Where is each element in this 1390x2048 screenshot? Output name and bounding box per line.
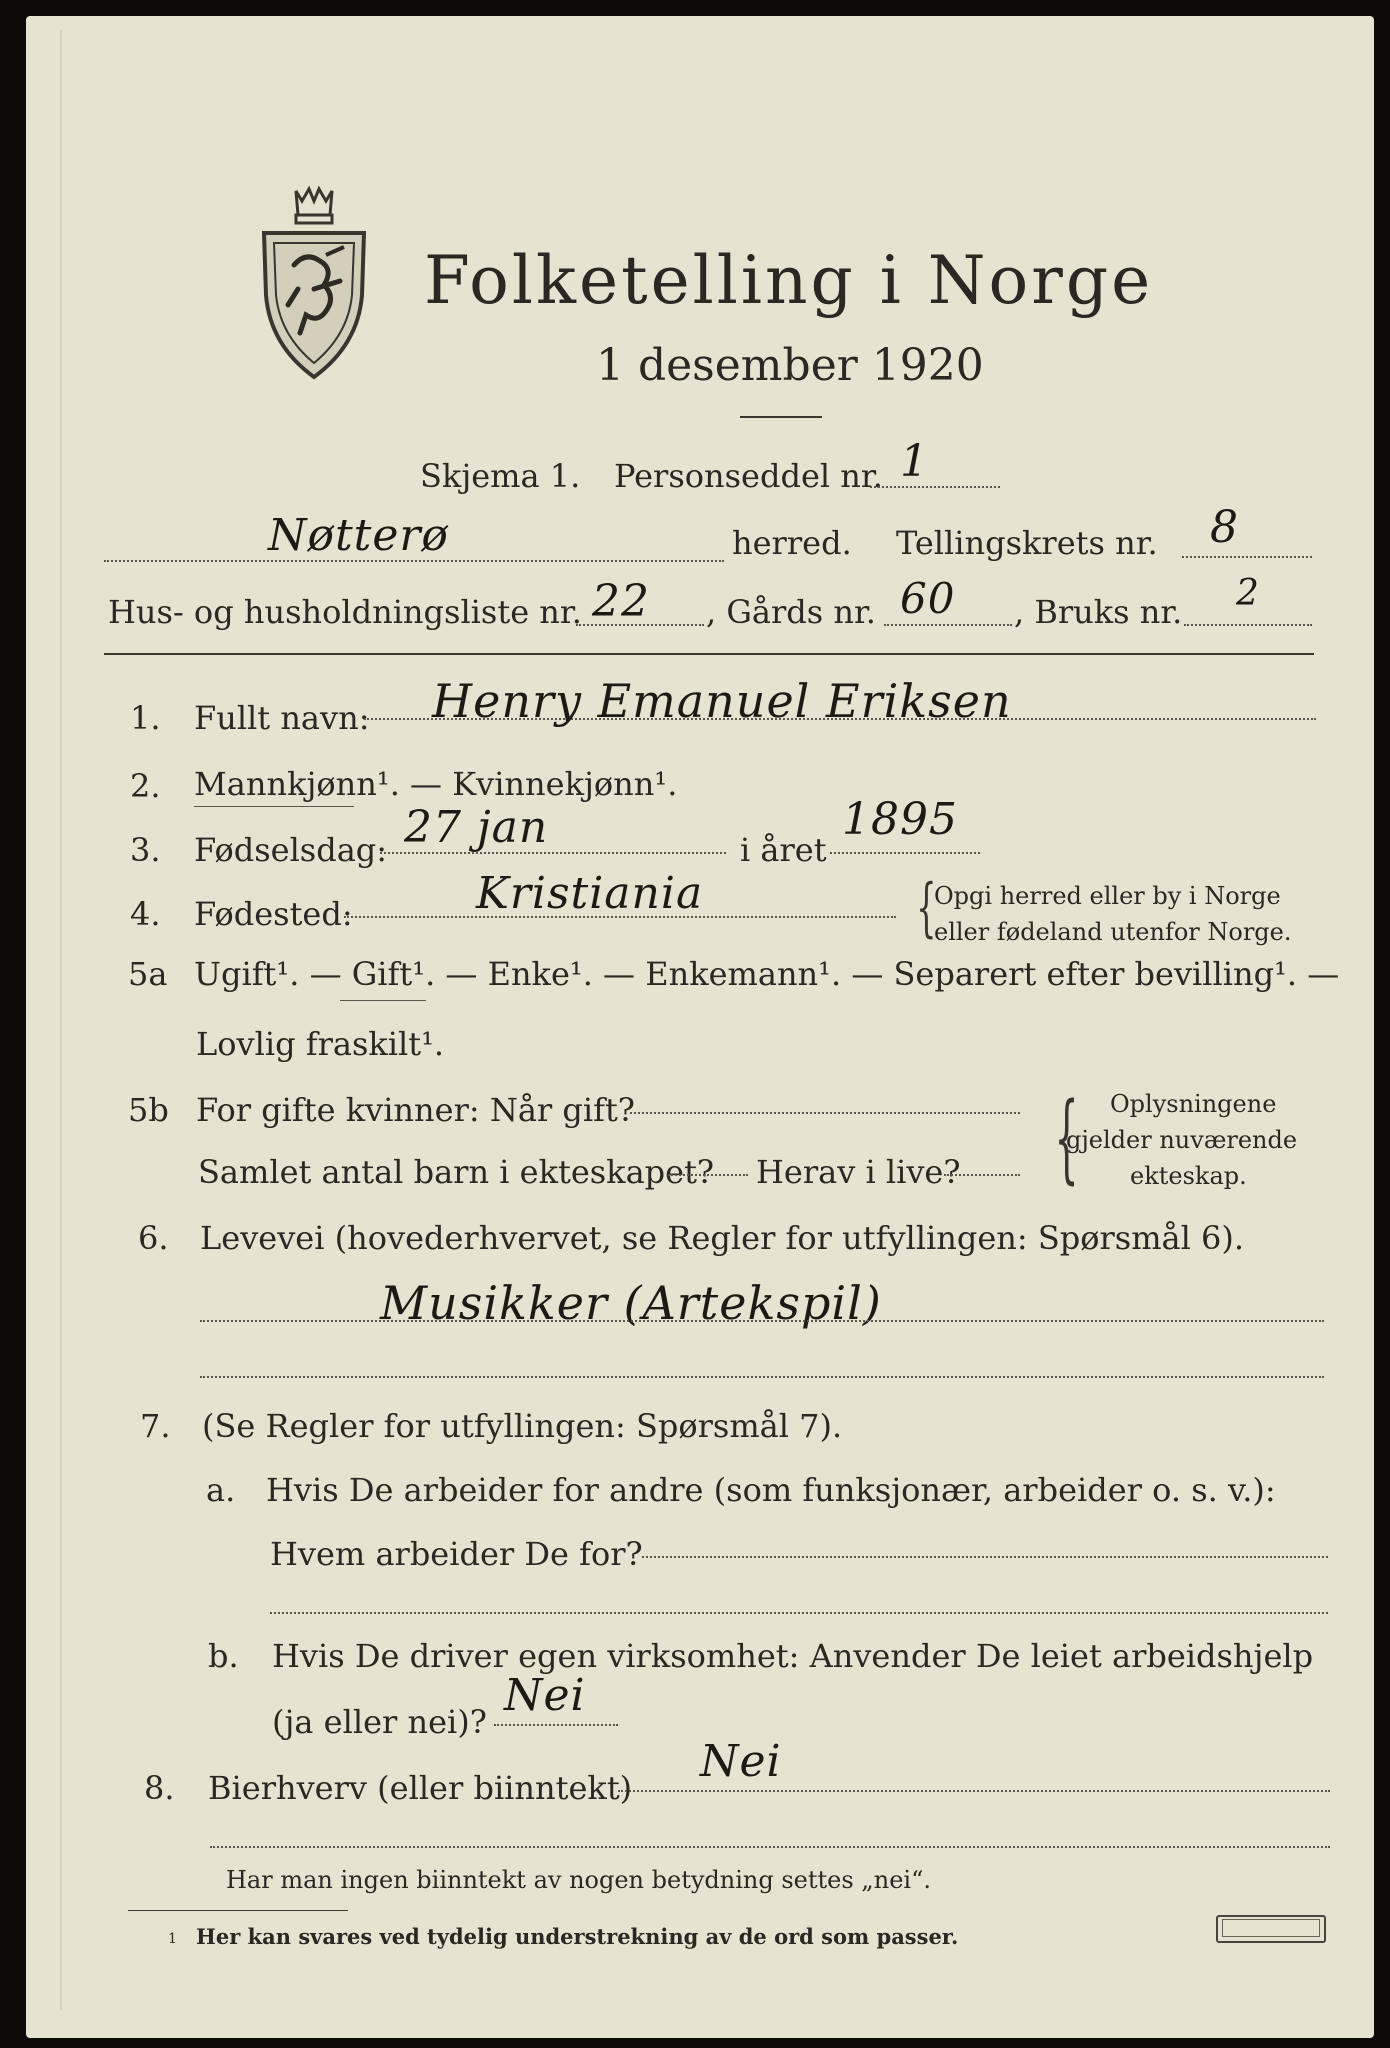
q4-number: 4. [130,895,161,933]
printer-stamp [1216,1915,1326,1943]
title-divider [740,416,822,418]
q6-number: 6. [138,1219,169,1257]
q6-field-line-2 [200,1376,1324,1378]
q2-number: 2. [130,767,161,805]
norwegian-coat-of-arms-icon [254,185,374,385]
q3-number: 3. [130,831,161,869]
footnote-text: Her kan svares ved tydelig understrekning av de ord som passer. [196,1924,959,1949]
q7a-letter: a. [206,1471,236,1509]
q7-number: 7. [140,1407,171,1445]
footnote-divider [128,1910,348,1911]
q6-label: Levevei (hovederhvervet, se Regler for utfyllingen: Spørsmål 6). [200,1219,1245,1257]
bruks-value[interactable]: 2 [1236,573,1260,614]
hus-value[interactable]: 22 [592,576,650,627]
personseddel-label: Personseddel nr. [614,457,883,495]
q5a-label-line-2: Lovlig fraskilt¹. [196,1025,445,1063]
gards-value[interactable]: 60 [900,574,956,623]
occupation-value[interactable]: Musikker (Artekspil) [380,1276,882,1330]
q5b-married-field-line [630,1112,1020,1114]
q1-number: 1. [130,699,161,737]
q4-label: Fødested: [194,895,353,933]
full-name-value[interactable]: Henry Emanuel Eriksen [432,674,1012,728]
tellingskrets-field-line [1182,556,1312,558]
q5b-label-line-3: Herav i live? [756,1153,961,1191]
q3-year-label: i året [740,831,827,869]
income-note: Har man ingen biinntekt av nogen betydning settes „nei“. [226,1866,931,1894]
q4-note-brace: { [916,871,937,945]
side-income-value[interactable]: Nei [700,1736,782,1787]
q5a-gift-underline[interactable] [340,1000,426,1001]
tellingskrets-label: Tellingskrets nr. [896,524,1158,562]
q5b-note-line-2: gjelder nuværende [1066,1126,1298,1154]
herred-label: herred. [732,524,852,562]
q6-field-line-1 [200,1320,1324,1322]
q5a-label: Ugift¹. — Gift¹. — Enke¹. — Enkemann¹. — Separert efter bevilling¹. — [194,955,1340,993]
q7b-label-line-2: (ja eller nei)? [272,1703,487,1741]
q4-note-line-1: Opgi herred eller by i Norge [934,882,1281,910]
birthplace-value[interactable]: Kristiania [476,868,704,919]
herred-value[interactable]: Nøtterø [268,510,449,561]
page-title: Folketelling i Norge [424,242,1154,319]
census-date: 1 desember 1920 [596,340,984,391]
q5b-number: 5b [128,1091,169,1129]
q8-number: 8. [144,1769,175,1807]
q5a-number: 5a [128,955,168,993]
q5b-label-line-2: Samlet antal barn i ekteskapet? [198,1153,715,1191]
personseddel-field-line [870,486,1000,488]
q7b-label: Hvis De driver egen virksomhet: Anvender De leiet arbeidshjelp [272,1637,1314,1675]
q5b-note-line-1: Oplysningene [1110,1090,1277,1118]
herred-field-line [104,560,724,562]
q7b-value[interactable]: Nei [504,1670,586,1721]
q5b-note-brace: { [1054,1082,1079,1194]
tellingskrets-value[interactable]: 8 [1210,502,1239,553]
hus-label: Hus- og husholdningsliste nr. [108,593,582,631]
q7a-field-line-2 [270,1612,1328,1614]
q7a-label: Hvis De arbeider for andre (som funksjonær, arbeider o. s. v.): [266,1471,1276,1509]
q5b-label: For gifte kvinner: Når gift? [196,1091,635,1129]
q1-label: Fullt navn: [194,699,370,737]
skjema-label: Skjema 1. [420,457,581,495]
q8-label: Bierhverv (eller biinntekt) [208,1769,633,1807]
birth-day-value[interactable]: 27 jan [404,802,549,853]
q7b-letter: b. [208,1637,239,1675]
q5b-alive-field-line [944,1174,1020,1176]
q8-field-line-2 [210,1846,1330,1848]
bruks-field-line [1184,624,1312,626]
q2-mannkjonn-underline[interactable] [194,806,354,807]
gards-label: , Gårds nr. [706,593,876,631]
q7a-label-line-2: Hvem arbeider De for? [270,1535,643,1573]
q2-label: Mannkjønn¹. — Kvinnekjønn¹. [194,765,678,803]
gards-field-line [884,624,1012,626]
q5b-note-line-3: ekteskap. [1130,1162,1247,1190]
q3-year-field-line [830,852,980,854]
q7a-field-line-1 [642,1556,1328,1558]
q4-note-line-2: eller fødeland utenfor Norge. [934,918,1292,946]
q8-field-line-1 [618,1790,1330,1792]
footnote-mark: 1 [168,1931,177,1947]
q3-label: Fødselsdag: [194,831,388,869]
personseddel-value[interactable]: 1 [900,436,929,487]
bruks-label: , Bruks nr. [1014,593,1183,631]
q7-label: (Se Regler for utfyllingen: Spørsmål 7). [202,1407,843,1445]
birth-year-value[interactable]: 1895 [842,794,958,845]
q7b-field-line [494,1724,618,1726]
paper-fold-line [60,30,62,2010]
header-divider [104,653,1314,655]
q5b-children-field-line [668,1174,748,1176]
